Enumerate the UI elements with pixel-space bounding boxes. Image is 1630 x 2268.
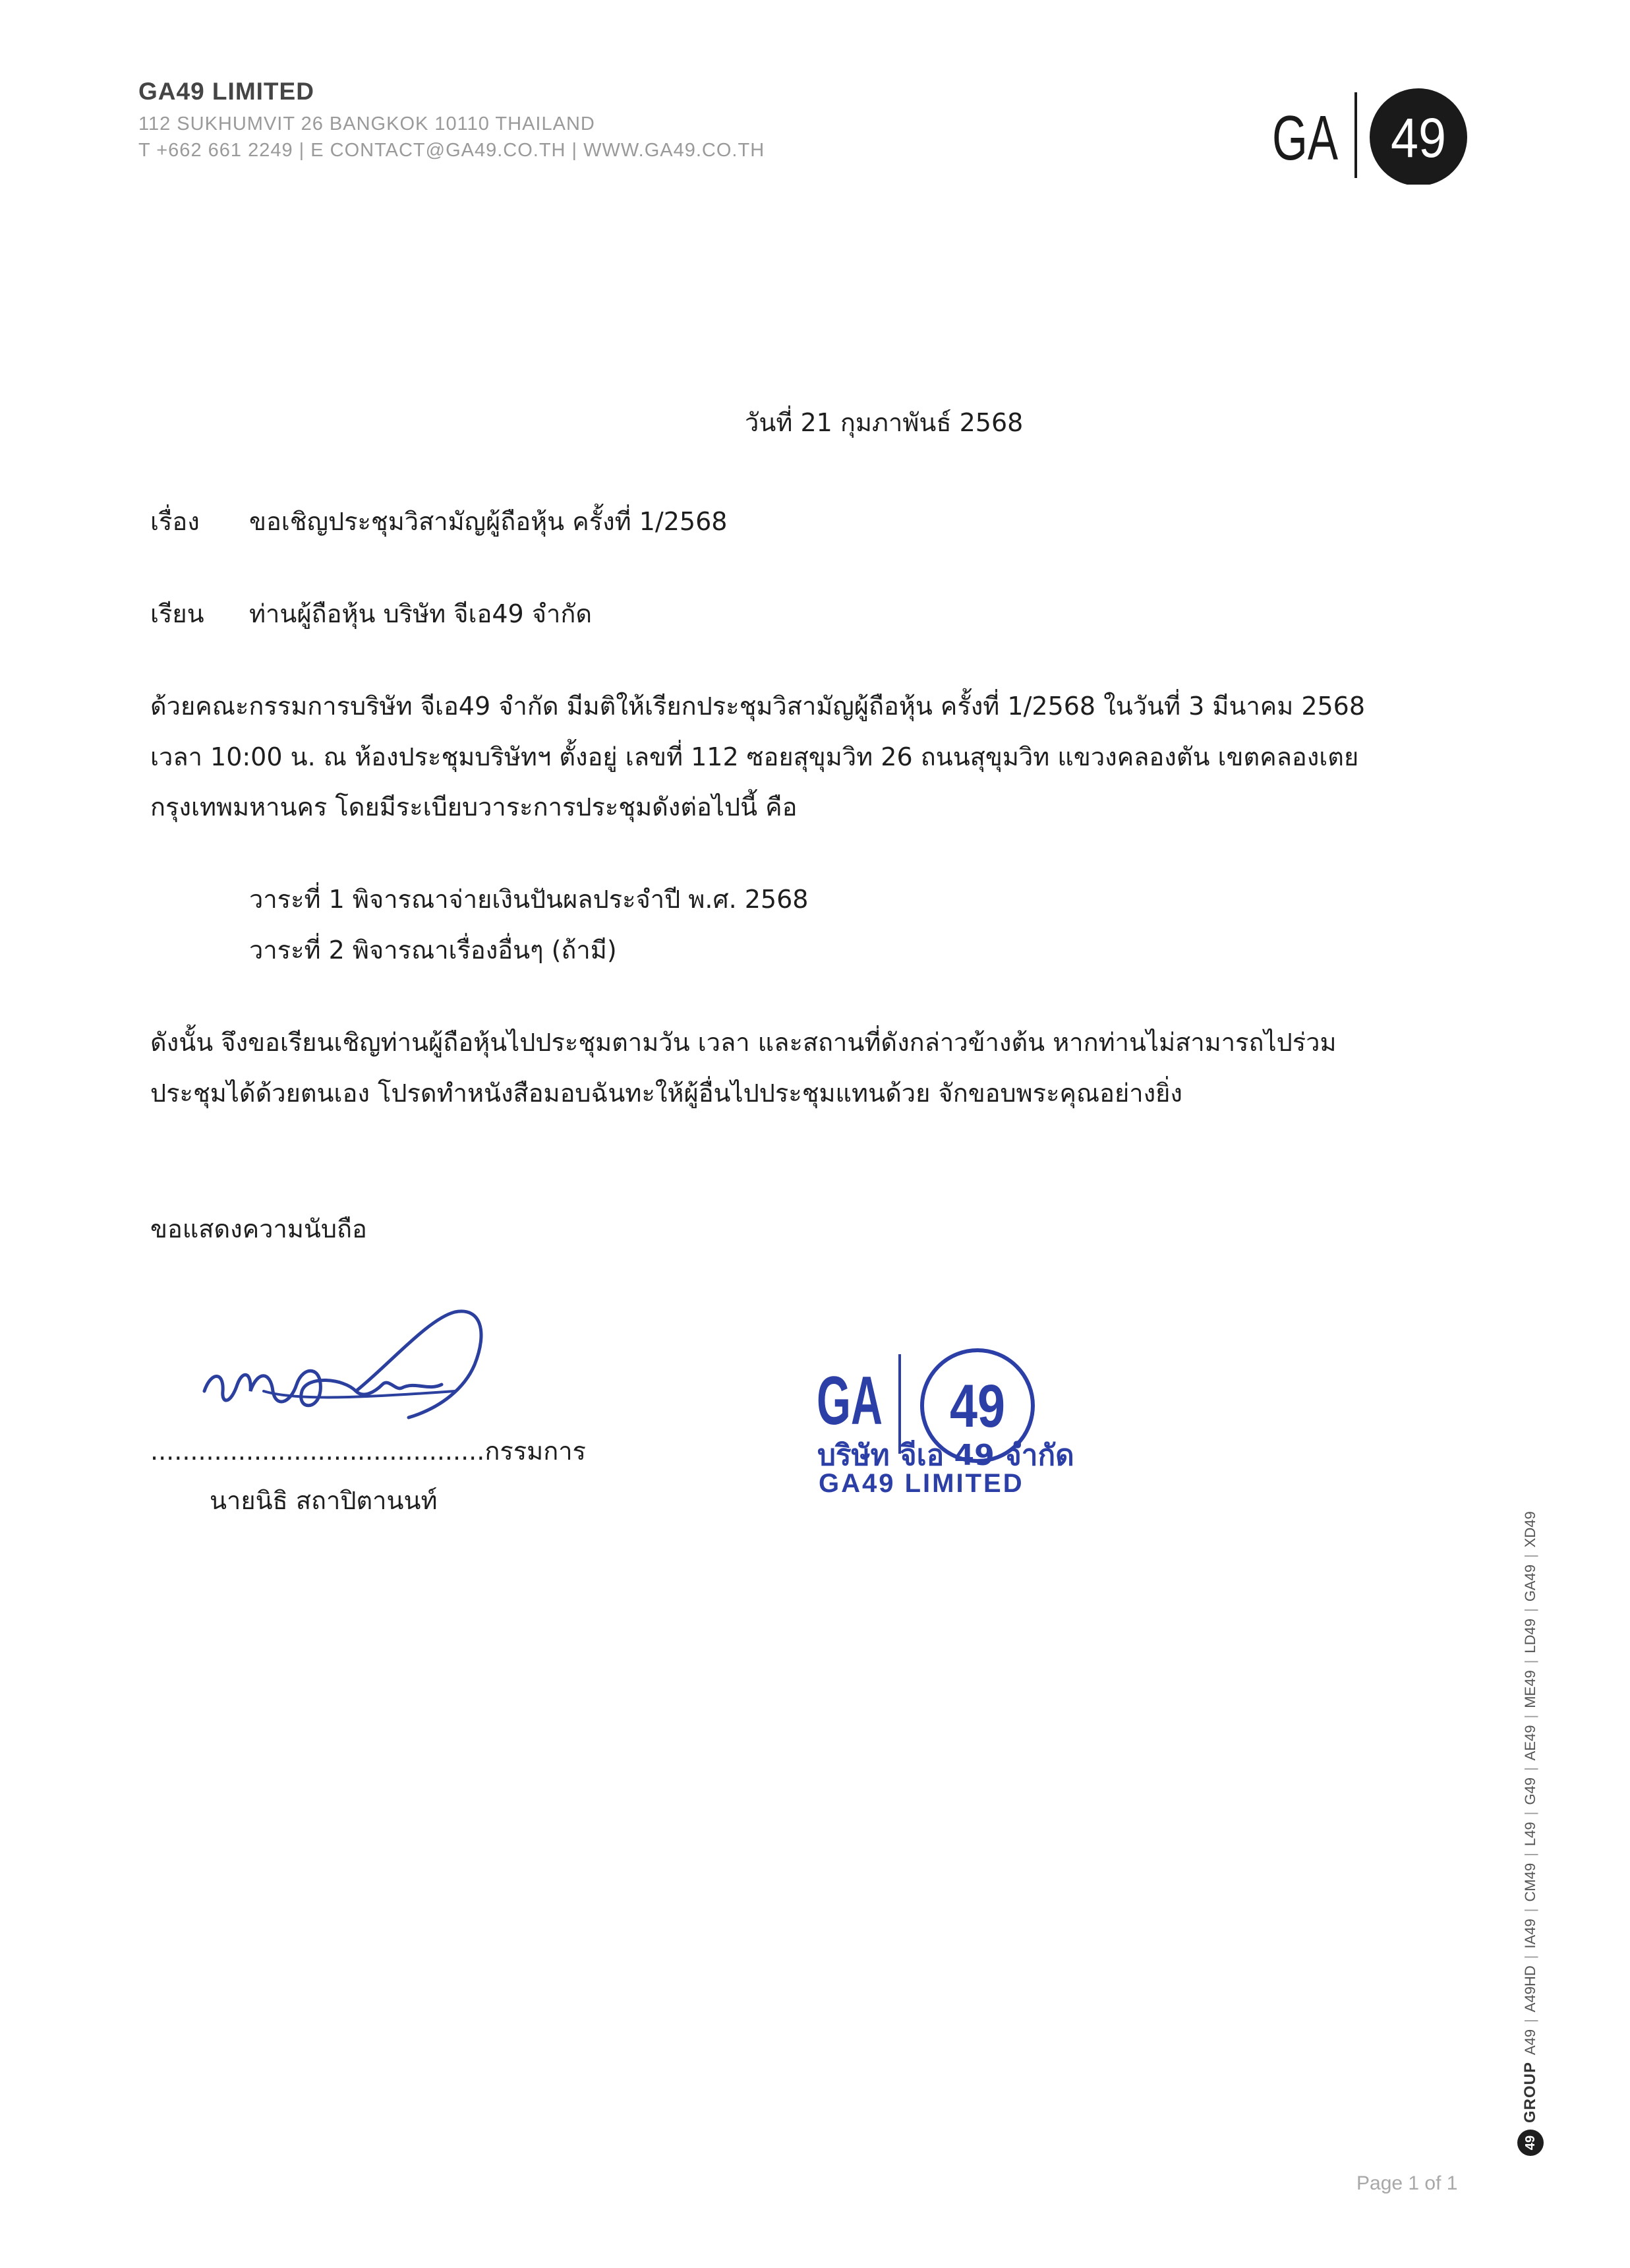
paragraph1-line: ด้วยคณะกรรมการบริษัท จีเอ49 จำกัด มีมติให้เรียกประชุมวิสามัญผู้ถือหุ้น ครั้งที่ 1/2568 ในวันที่ 3 มีนาคม 2568 [150, 692, 1366, 721]
brand-item: AE49 [1522, 1725, 1538, 1761]
handwritten-signature [191, 1292, 508, 1450]
group-brand-strip: 49 GROUP A49 | A49HD | IA49 | CM49 | L49 | G49 | AE49 | ME49 | LD49 | GA49 | XD49 [1517, 1511, 1544, 2156]
group-word: GROUP [1521, 2061, 1539, 2123]
brand-item: GA49 [1522, 1565, 1538, 1602]
brand-item: L49 [1522, 1822, 1538, 1847]
agenda-item: วาระที่ 2 พิจารณาเรื่องอื่นๆ (ถ้ามี) [249, 936, 617, 965]
stamp-49-text: 49 [950, 1373, 1005, 1440]
recipient-label: เรียน [150, 599, 204, 628]
brand-item: CM49 [1522, 1863, 1538, 1902]
logo-ga-text: GA [1272, 103, 1338, 173]
paragraph1-line: เวลา 10:00 น. ณ ห้องประชุมบริษัทฯ ตั้งอยู่ เลขที่ 112 ซอยสุขุมวิท 26 ถนนสุขุมวิท แขวงคลองตัน เขตคลองเตย [150, 742, 1359, 771]
brand-item: G49 [1522, 1777, 1538, 1805]
paragraph2-line: ดังนั้น จึงขอเรียนเชิญท่านผู้ถือหุ้นไปประชุมตามวัน เวลา และสถานที่ดังกล่าวข้างต้น หากท่านไม่สามารถไปร่วม [150, 1028, 1337, 1057]
ga49-header-logo [1272, 86, 1476, 185]
signature-line: ..........................................กรรมการ [150, 1437, 586, 1466]
brand-item: ME49 [1522, 1670, 1538, 1708]
paragraph2-line: ประชุมได้ด้วยตนเอง โปรดทำหนังสือมอบฉันทะให้ผู้อื่นไปประชุมแทนด้วย จักขอบพระคุณอย่างยิ่ง [150, 1079, 1182, 1108]
subject-label: เรื่อง [150, 507, 200, 536]
closing-salutation: ขอแสดงความนับถือ [150, 1214, 367, 1243]
letter-date: วันที่ 21 กุมภาพันธ์ 2568 [745, 408, 1024, 437]
stamp-thai-name: บริษัท จีเอ 49 จำกัด [817, 1439, 1074, 1472]
page-number: Page 1 of 1 [1356, 2172, 1458, 2194]
stamp-english-name: GA49 LIMITED [819, 1469, 1024, 1498]
company-contact: T +662 661 2249 | E CONTACT@GA49.CO.TH | WWW.GA49.CO.TH [138, 140, 765, 161]
brand-item: IA49 [1522, 1919, 1538, 1949]
recipient-text: ท่านผู้ถือหุ้น บริษัท จีเอ49 จำกัด [249, 599, 593, 628]
company-address: 112 SUKHUMVIT 26 BANGKOK 10110 THAILAND [138, 113, 595, 134]
paragraph1-line: กรุงเทพมหานคร โดยมีระเบียบวาระการประชุมดังต่อไปนี้ คือ [150, 792, 798, 821]
subject-text: ขอเชิญประชุมวิสามัญผู้ถือหุ้น ครั้งที่ 1/2568 [249, 507, 728, 536]
group-badge-icon: 49 [1517, 2130, 1544, 2156]
brand-item: XD49 [1522, 1511, 1538, 1548]
signer-name: นายนิธิ สถาปิตานนท์ [210, 1486, 438, 1515]
agenda-item: วาระที่ 1 พิจารณาจ่ายเงินปันผลประจำปี พ.ศ. 2568 [249, 885, 809, 914]
brand-item: LD49 [1522, 1618, 1538, 1654]
logo-49-text: 49 [1391, 107, 1446, 169]
stamp-ga-text: GA [817, 1363, 883, 1439]
company-name: GA49 LIMITED [138, 78, 314, 105]
brand-item: A49HD [1522, 1965, 1538, 2013]
brand-item: A49 [1522, 2029, 1538, 2055]
